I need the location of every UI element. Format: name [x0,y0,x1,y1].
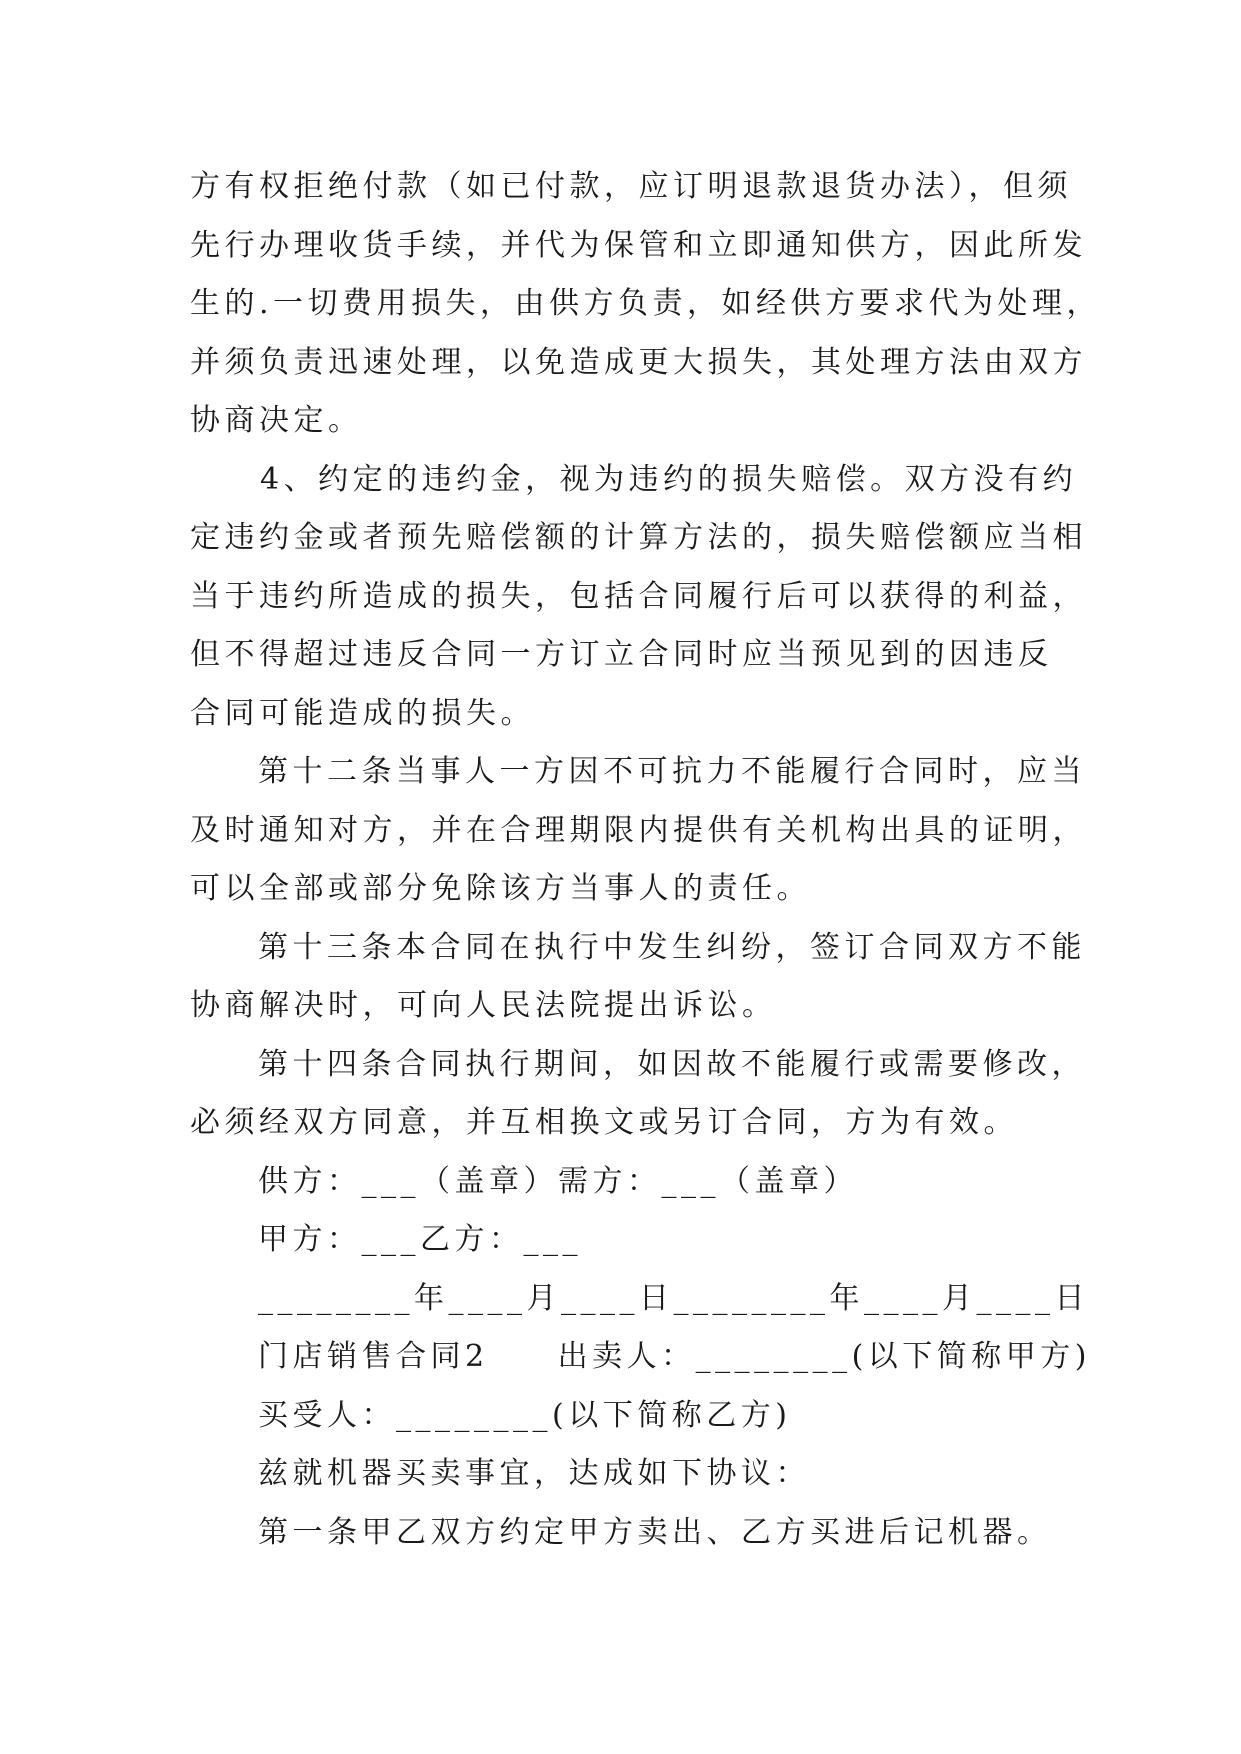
paragraph-line: 定违约金或者预先赔偿额的计算方法的，损失赔偿额应当相 [190,520,1087,555]
paragraph-line: 必须经双方同意，并互相换文或另订合同，方为有效。 [190,1105,1018,1140]
paragraph-line: 可以全部或部分免除该方当事人的责任。 [190,871,811,906]
signature-line-parties: 供方：___（盖章）需方：___（盖章） [258,1163,858,1199]
paragraph-line: 但不得超过违反合同一方订立合同时应当预见到的因违反 [190,637,1053,672]
document-body [190,158,1102,1562]
paragraph-line: 第十三条本合同在执行中发生纠纷，签订合同双方不能 [258,929,1086,965]
signature-date-line: ________年____月____日________年____月____日 [258,1280,1089,1316]
paragraph-line: 合同可能造成的损失。 [190,695,535,731]
paragraph-line: 生的.一切费用损失，由供方负责，如经供方要求代为处理， [190,286,1102,321]
paragraph-line: 协商决定。 [190,403,363,438]
paragraph-line: 并须负责迅速处理，以免造成更大损失，其处理方法由双方 [190,344,1087,380]
paragraph-line: 4、约定的违约金，视为违约的损失赔偿。双方没有约 [260,461,1078,497]
paragraph-line: 第十四条合同执行期间，如因故不能履行或需要修改， [258,1046,1086,1082]
paragraph-line: 当于违约所造成的损失，包括合同履行后可以获得的利益， [190,578,1087,614]
paragraph-line: 方有权拒绝付款（如已付款，应订明退款退货办法），但须 [190,169,1072,204]
paragraph-line: 第一条甲乙双方约定甲方卖出、乙方买进后记机器。 [258,1514,1052,1550]
buyer-line: 买受人：________(以下简称乙方) [258,1397,792,1433]
signature-line-ab: 甲方：___乙方：___ [258,1222,582,1257]
paragraph-line: 先行办理收货手续，并代为保管和立即通知供方，因此所发 [190,227,1087,263]
paragraph-line: 及时通知对方，并在合理期限内提供有关机构出具的证明， [190,812,1087,848]
paragraph-line: 协商解决时，可向人民法院提出诉讼。 [190,988,777,1023]
contract-heading-line: 门店销售合同2 出卖人：________(以下简称甲方) [258,1339,1091,1374]
paragraph-line: 兹就机器买卖事宜，达成如下协议： [258,1456,810,1491]
paragraph-line: 第十二条当事人一方因不可抗力不能履行合同时，应当 [258,754,1086,789]
